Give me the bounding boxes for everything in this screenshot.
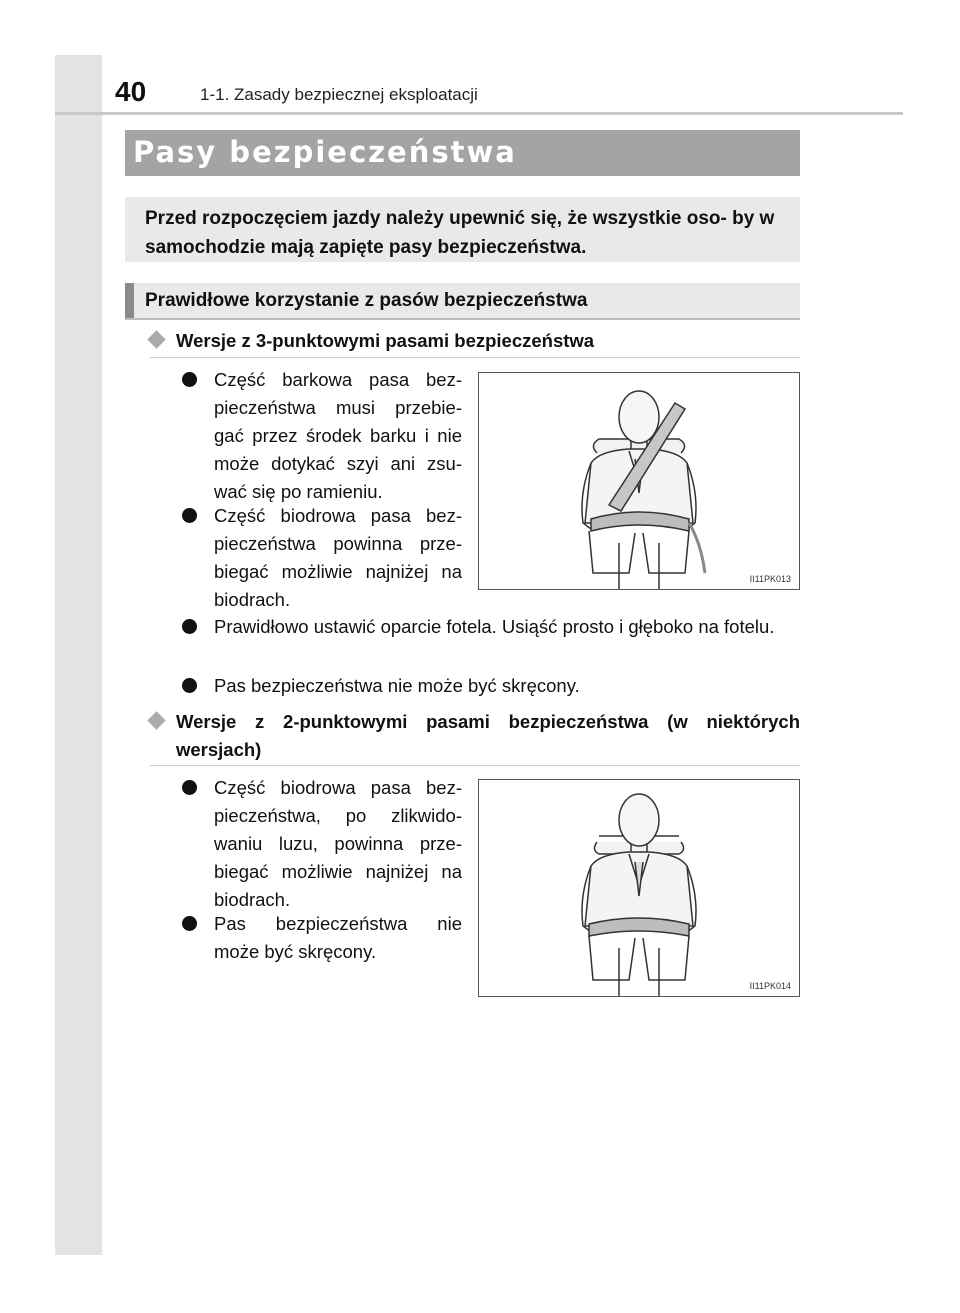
section-title: 1-1. Zasady bezpiecznej eksploatacji: [200, 85, 478, 104]
subheading-box: [125, 283, 800, 320]
bullet-dot-icon: [182, 508, 197, 523]
figure-3-point-belt: [478, 372, 800, 590]
bullet-dot-icon: [182, 780, 197, 795]
intro-box: [125, 197, 800, 262]
bullet-dot-icon: [182, 916, 197, 931]
bullet-dot-icon: [182, 619, 197, 634]
section1-divider: [150, 357, 800, 358]
figure-code: II11PK013: [749, 574, 791, 584]
figure-2-point-belt: [478, 779, 800, 997]
seated-person-2-point-belt-illustration: [479, 780, 799, 996]
bullet-dot-icon: [182, 372, 197, 387]
section2-bullet-2: Pas bezpieczeństwa nie może być skręcony.: [182, 910, 462, 966]
section2-divider: [150, 765, 800, 766]
chapter-title: Pasy bezpieczeństwa: [133, 135, 517, 169]
subheading-bar: [125, 283, 134, 318]
header-divider: [55, 112, 903, 115]
section1-bullet-3: Prawidłowo ustawić oparcie fotela. Usiąść prosto i głęboko na fotelu.: [182, 613, 799, 641]
section1-heading: Wersje z 3-punktowymi pasami bezpieczeństwa: [150, 327, 800, 355]
chapter-title-bar: [125, 130, 800, 176]
page-number: 40: [115, 76, 147, 107]
intro-text: Przed rozpoczęciem jazdy należy upewnić się, że wszystkie oso- by w samochodzie mają zapięte pasy bezpieczeństwa.: [145, 208, 775, 258]
seated-person-3-point-belt-illustration: [479, 373, 799, 589]
bullet-dot-icon: [182, 678, 197, 693]
subheading-text: Prawidłowe korzystanie z pasów bezpieczeństwa: [145, 290, 588, 311]
page-sidebar-strip: [55, 55, 102, 1255]
figure-code: II11PK014: [749, 981, 791, 991]
section2-heading: Wersje z 2-punktowymi pasami bezpieczeństwa (w niektórych wersjach): [150, 708, 800, 764]
section1-bullet-1: Część barkowa pasa bez- pieczeństwa musi przebie- gać przez środek barku i nie może dotykać szyi ani zsu- wać się po ramieniu.: [182, 366, 462, 506]
section2-bullet-1: Część biodrowa pasa bez- pieczeństwa, po zlikwido- waniu luzu, powinna prze- biegać możliwie najniżej na biodrach.: [182, 774, 462, 914]
section1-bullet-2: Część biodrowa pasa bez- pieczeństwa powinna prze- biegać możliwie najniżej na biodrach.: [182, 502, 462, 614]
section1-bullet-4: Pas bezpieczeństwa nie może być skręcony.: [182, 672, 799, 700]
